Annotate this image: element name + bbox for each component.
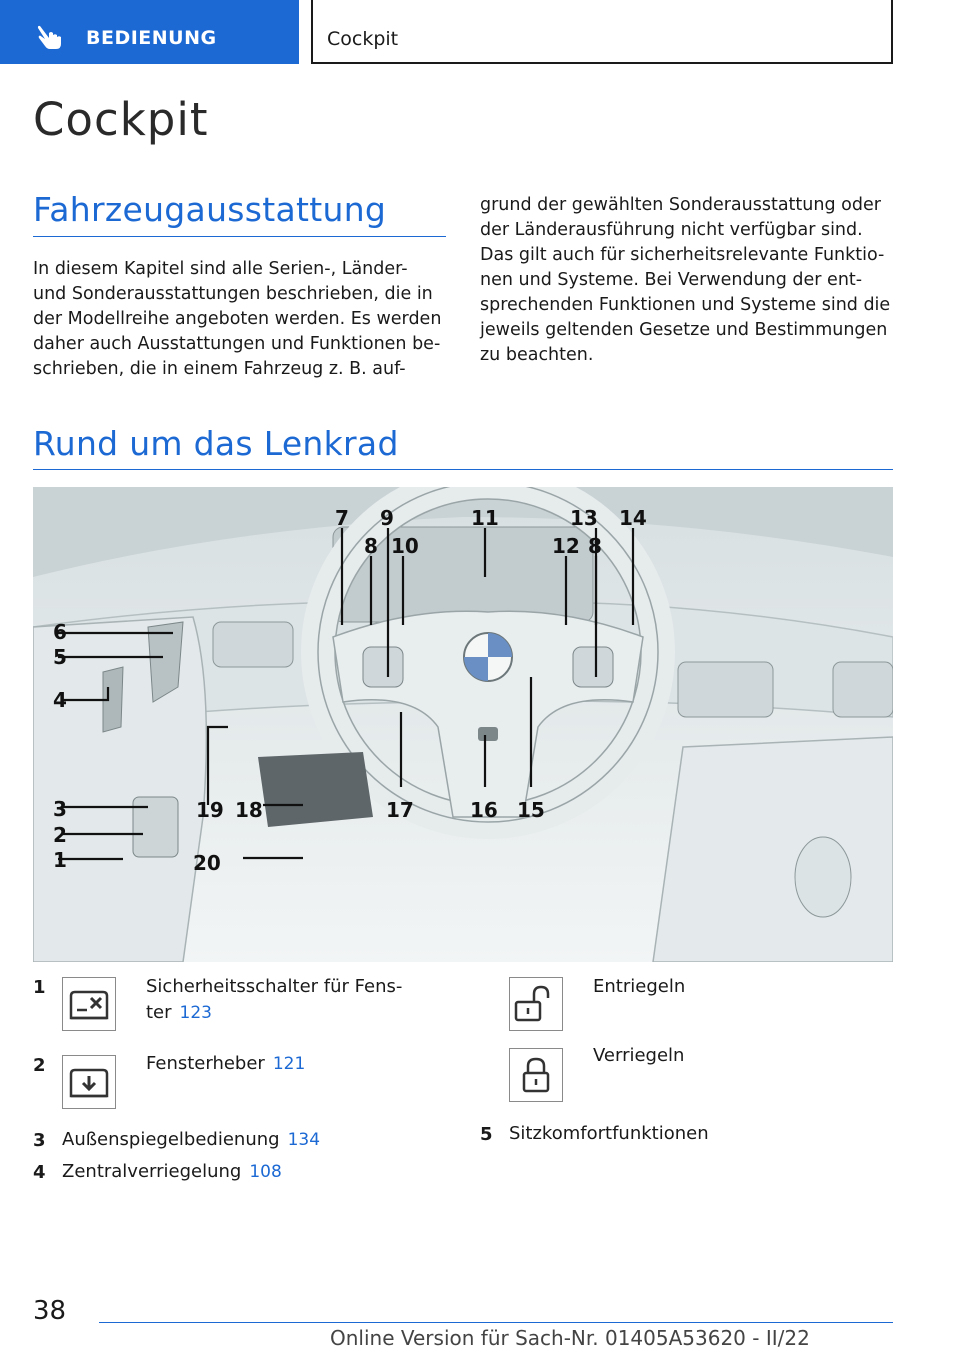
footer-divider bbox=[99, 1322, 893, 1323]
breadcrumb-label: Cockpit bbox=[327, 28, 399, 50]
legend-number: 2 bbox=[33, 1055, 46, 1076]
section-divider bbox=[33, 236, 446, 237]
text-line: schrieben, die in einem Fahrzeug z. B. auf- bbox=[33, 359, 406, 379]
callout-20: 20 bbox=[193, 851, 221, 875]
callout-1: 1 bbox=[53, 848, 67, 872]
callout-8b: 8 bbox=[588, 534, 602, 558]
page-reference-link[interactable]: 108 bbox=[249, 1162, 282, 1182]
text-line: und Sonderausstattungen beschrieben, die in bbox=[33, 284, 433, 304]
hand-pointer-icon bbox=[36, 24, 66, 50]
text-line: der Modellreihe angeboten werden. Es werden bbox=[33, 309, 442, 329]
page-reference-link[interactable]: 134 bbox=[287, 1130, 321, 1150]
callout-11: 11 bbox=[471, 506, 499, 530]
legend-lock-label: Verriegeln bbox=[593, 1045, 685, 1066]
window-lifter-icon bbox=[62, 1055, 116, 1109]
callout-14: 14 bbox=[619, 506, 647, 530]
legend-text-line: Sicherheitsschalter für Fens- bbox=[146, 976, 403, 997]
text-line: zu beachten. bbox=[480, 345, 594, 365]
legend-text-line bbox=[146, 1000, 402, 1026]
callout-17: 17 bbox=[386, 798, 414, 822]
legend-text-fragment: Zentralverriegelung bbox=[62, 1161, 242, 1182]
page-number: 38 bbox=[33, 1296, 67, 1326]
callout-5: 5 bbox=[53, 645, 67, 669]
intro-paragraph-col1 bbox=[33, 257, 453, 382]
page-reference-link[interactable]: 121 bbox=[272, 1054, 306, 1074]
callout-18: 18 bbox=[235, 798, 263, 822]
footer-version-text: Online Version für Sach-Nr. 01405A53620 - II/22 bbox=[330, 1326, 810, 1350]
callout-19: 19 bbox=[196, 798, 224, 822]
cockpit-illustration bbox=[33, 487, 893, 962]
breadcrumb bbox=[311, 0, 893, 64]
text-line: daher auch Ausstattungen und Funktionen be- bbox=[33, 334, 441, 354]
legend-item-central-locking bbox=[62, 1159, 282, 1185]
intro-paragraph-col2 bbox=[480, 193, 900, 368]
callout-12: 12 bbox=[552, 534, 580, 558]
legend-text-fragment: ter bbox=[146, 1002, 172, 1023]
window-safety-switch-icon bbox=[62, 977, 116, 1031]
section-heading-lenkrad: Rund um das Lenkrad bbox=[33, 424, 399, 463]
section-divider bbox=[33, 469, 893, 470]
callout-9: 9 bbox=[380, 506, 394, 530]
callout-4: 4 bbox=[53, 688, 67, 712]
callout-16: 16 bbox=[470, 798, 498, 822]
callout-8: 8 bbox=[364, 534, 378, 558]
text-line: Das gilt auch für sicherheitsrelevante Funktio- bbox=[480, 245, 885, 265]
legend-item-window-lifter bbox=[146, 1051, 305, 1077]
callout-2: 2 bbox=[53, 823, 67, 847]
callout-3: 3 bbox=[53, 797, 67, 821]
legend-text-fragment: Fensterheber bbox=[146, 1053, 265, 1074]
text-line: In diesem Kapitel sind alle Serien-, Länder- bbox=[33, 259, 408, 279]
legend-item-mirror bbox=[62, 1127, 320, 1153]
unlock-icon bbox=[509, 977, 563, 1031]
legend-number: 4 bbox=[33, 1162, 46, 1183]
callout-15: 15 bbox=[517, 798, 545, 822]
section-heading-fahrzeugausstattung: Fahrzeugausstattung bbox=[33, 190, 387, 229]
text-line: sprechenden Funktionen und Systeme sind die bbox=[480, 295, 891, 315]
page-reference-link[interactable]: 123 bbox=[179, 1003, 212, 1023]
cockpit-drawing bbox=[33, 487, 893, 962]
legend-number: 5 bbox=[480, 1124, 493, 1145]
lock-icon bbox=[509, 1048, 563, 1102]
page-title: Cockpit bbox=[33, 93, 209, 146]
legend-unlock-label: Entriegeln bbox=[593, 976, 686, 997]
text-line: grund der gewählten Sonderausstattung oder bbox=[480, 195, 881, 215]
legend-number: 3 bbox=[33, 1130, 46, 1151]
legend-item-window-safety-switch bbox=[146, 974, 402, 1026]
callout-10: 10 bbox=[391, 534, 419, 558]
text-line: der Länderausführung nicht verfügbar sind. bbox=[480, 220, 863, 240]
text-line: jeweils geltenden Gesetze und Bestimmungen bbox=[480, 320, 888, 340]
legend-item-seat-comfort: Sitzkomfortfunktionen bbox=[509, 1123, 709, 1144]
legend-text-fragment: Außenspiegelbedienung bbox=[62, 1129, 280, 1150]
section-tab-label: BEDIENUNG bbox=[86, 27, 217, 49]
section-tab[interactable] bbox=[0, 0, 299, 64]
text-line: nen und Systeme. Bei Verwendung der ent- bbox=[480, 270, 863, 290]
callout-6: 6 bbox=[53, 620, 67, 644]
callout-13: 13 bbox=[570, 506, 598, 530]
legend-number: 1 bbox=[33, 977, 46, 998]
callout-7: 7 bbox=[335, 506, 349, 530]
